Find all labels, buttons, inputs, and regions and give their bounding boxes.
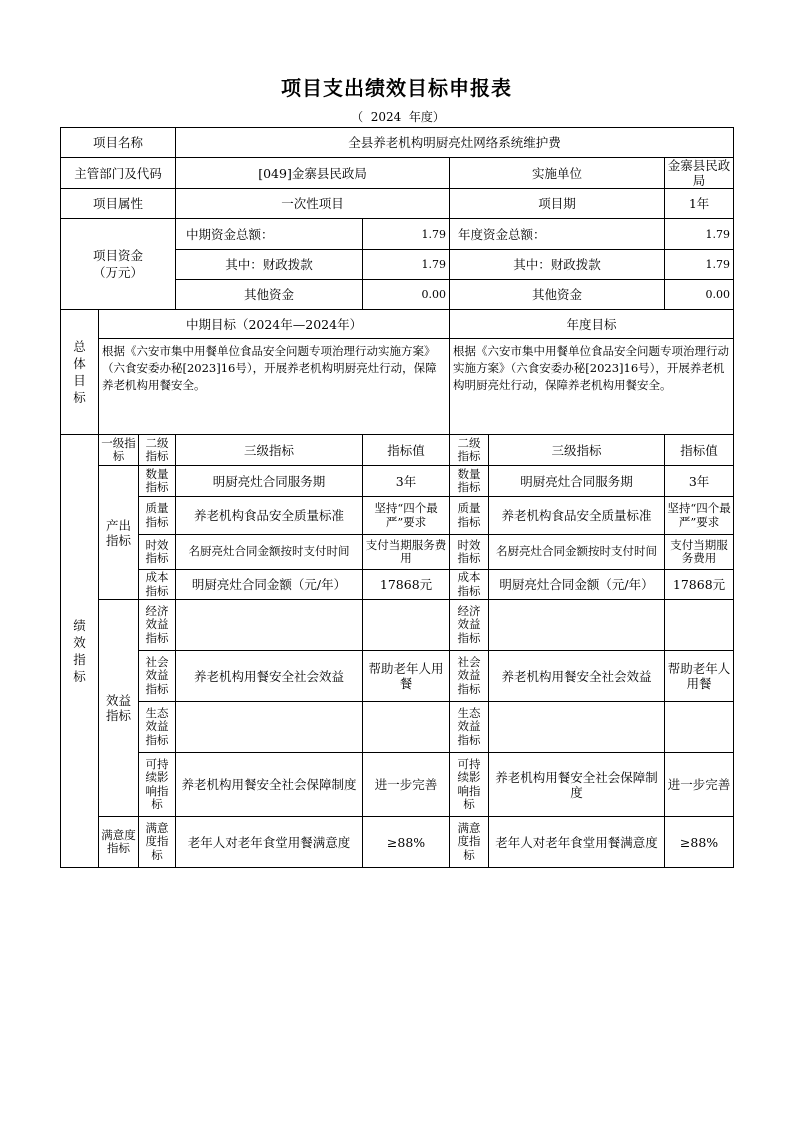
satisfaction-cat: 满意度指标 — [139, 817, 176, 868]
social-cat-year: 社会效益指标 — [450, 651, 489, 702]
cost-cat-year: 成本指标 — [450, 570, 489, 600]
header-value: 指标值 — [363, 435, 450, 466]
social-year-indicator: 养老机构用餐安全社会效益 — [489, 651, 665, 702]
satisfaction-year-indicator: 老年人对老年食堂用餐满意度 — [489, 817, 665, 868]
economic-cat-year: 经济效益指标 — [450, 600, 489, 651]
quantity-mid-indicator: 明厨亮灶合同服务期 — [176, 466, 363, 497]
year-unit: 年度） — [408, 110, 445, 124]
sustainable-mid-indicator: 养老机构用餐安全社会保障制度 — [176, 753, 363, 817]
year-total-value: 1.79 — [665, 219, 734, 250]
header-level2-year: 二级指标 — [450, 435, 489, 466]
overall-char: 目 — [73, 373, 86, 388]
period-label: 项目期 — [450, 189, 665, 219]
cost-cat: 成本指标 — [139, 570, 176, 600]
quantity-mid-value: 3年 — [363, 466, 450, 497]
timeliness-year-indicator: 名厨亮灶合同金额按时支付时间 — [489, 535, 665, 570]
social-cat: 社会效益指标 — [139, 651, 176, 702]
satisfaction-year-value: ≥88% — [665, 817, 734, 868]
timeliness-cat-year: 时效指标 — [450, 535, 489, 570]
year-target-header: 年度目标 — [450, 310, 734, 339]
economic-mid-indicator — [176, 600, 363, 651]
quality-cat: 质量指标 — [139, 497, 176, 535]
sustainable-year-value: 进一步完善 — [665, 753, 734, 817]
mid-total-value: 1.79 — [363, 219, 450, 250]
quality-cat-year: 质量指标 — [450, 497, 489, 535]
year-other-value: 0.00 — [665, 280, 734, 310]
year-fiscal-label: 其中：财政拨款 — [450, 250, 665, 280]
overall-target-label — [61, 310, 99, 435]
ecological-year-indicator — [489, 702, 665, 753]
attr-value: 一次性项目 — [176, 189, 450, 219]
social-mid-value: 帮助老年人用餐 — [363, 651, 450, 702]
header-level1: 一级指标 — [99, 435, 139, 466]
attr-label: 项目属性 — [61, 189, 176, 219]
year-open: （ — [351, 110, 364, 124]
overall-char: 体 — [73, 356, 86, 371]
quality-year-indicator: 养老机构食品安全质量标准 — [489, 497, 665, 535]
mid-target-text: 根据《六安市集中用餐单位食品安全问题专项治理行动实施方案》（六食安委办秘[2023]16号），开展养老机构明厨亮灶行动，保障养老机构用餐安全。 — [99, 339, 450, 435]
ecological-mid-value — [363, 702, 450, 753]
perf-char: 绩 — [73, 618, 86, 633]
cost-mid-value: 17868元 — [363, 570, 450, 600]
impl-label: 实施单位 — [450, 158, 665, 189]
year-value: 2024 — [370, 110, 402, 124]
timeliness-cat: 时效指标 — [139, 535, 176, 570]
economic-year-indicator — [489, 600, 665, 651]
perf-char: 效 — [73, 635, 86, 650]
quality-year-value: 坚持“四个最严”要求 — [665, 497, 734, 535]
satisfaction-cat-year: 满意度指标 — [450, 817, 489, 868]
page-title: 项目支出绩效目标申报表 — [281, 76, 512, 100]
year-total-label: 年度资金总额： — [450, 219, 665, 250]
cost-mid-indicator: 明厨亮灶合同金额（元/年） — [176, 570, 363, 600]
benefit-indicators-label: 效益指标 — [99, 600, 139, 817]
quality-mid-indicator: 养老机构食品安全质量标准 — [176, 497, 363, 535]
project-name-value: 全县养老机构明厨亮灶网络系统维护费 — [176, 128, 734, 158]
performance-target-table — [60, 127, 734, 868]
economic-cat: 经济效益指标 — [139, 600, 176, 651]
sustainable-cat-year: 可持续影响指标 — [450, 753, 489, 817]
mid-target-header: 中期目标（2024年—2024年） — [99, 310, 450, 339]
header-level3: 三级指标 — [176, 435, 363, 466]
economic-mid-value — [363, 600, 450, 651]
quality-mid-value: 坚持“四个最严”要求 — [363, 497, 450, 535]
satisfaction-indicators-label: 满意度指标 — [99, 817, 139, 868]
quantity-year-value: 3年 — [665, 466, 734, 497]
mid-total-label: 中期资金总额： — [176, 219, 363, 250]
overall-char: 标 — [73, 390, 86, 405]
sustainable-year-indicator: 养老机构用餐安全社会保障制度 — [489, 753, 665, 817]
year-line — [318, 108, 478, 125]
social-mid-indicator: 养老机构用餐安全社会效益 — [176, 651, 363, 702]
quantity-year-indicator: 明厨亮灶合同服务期 — [489, 466, 665, 497]
timeliness-year-value: 支付当期服务费用 — [665, 535, 734, 570]
header-level2: 二级指标 — [139, 435, 176, 466]
sustainable-mid-value: 进一步完善 — [363, 753, 450, 817]
ecological-cat-year: 生态效益指标 — [450, 702, 489, 753]
mid-fiscal-value: 1.79 — [363, 250, 450, 280]
year-other-label: 其他资金 — [450, 280, 665, 310]
ecological-mid-indicator — [176, 702, 363, 753]
ecological-year-value — [665, 702, 734, 753]
dept-label: 主管部门及代码 — [61, 158, 176, 189]
timeliness-mid-indicator: 名厨亮灶合同金额按时支付时间 — [176, 535, 363, 570]
quantity-cat: 数量指标 — [139, 466, 176, 497]
perf-indicators-label — [61, 435, 99, 868]
mid-other-label: 其他资金 — [176, 280, 363, 310]
overall-char: 总 — [73, 339, 86, 354]
mid-fiscal-label: 其中：财政拨款 — [176, 250, 363, 280]
header-value-year: 指标值 — [665, 435, 734, 466]
timeliness-mid-value: 支付当期服务费用 — [363, 535, 450, 570]
year-target-text: 根据《六安市集中用餐单位食品安全问题专项治理行动实施方案》（六食安委办秘[2023]16号），开展养老机构明厨亮灶行动，保障养老机构用餐安全。 — [450, 339, 734, 435]
mid-other-value: 0.00 — [363, 280, 450, 310]
sustainable-cat: 可持续影响指标 — [139, 753, 176, 817]
cost-year-indicator: 明厨亮灶合同金额（元/年） — [489, 570, 665, 600]
impl-value: 金寨县民政局 — [665, 158, 734, 189]
social-year-value: 帮助老年人用餐 — [665, 651, 734, 702]
perf-char: 指 — [73, 652, 86, 667]
header-level3-year: 三级指标 — [489, 435, 665, 466]
year-fiscal-value: 1.79 — [665, 250, 734, 280]
funds-label-line1: 项目资金 — [93, 248, 144, 263]
cost-year-value: 17868元 — [665, 570, 734, 600]
quantity-cat-year: 数量指标 — [450, 466, 489, 497]
satisfaction-mid-value: ≥88% — [363, 817, 450, 868]
ecological-cat: 生态效益指标 — [139, 702, 176, 753]
output-indicators-label: 产出指标 — [99, 466, 139, 600]
project-name-label: 项目名称 — [61, 128, 176, 158]
economic-year-value — [665, 600, 734, 651]
dept-value: [049]金寨县民政局 — [176, 158, 450, 189]
satisfaction-mid-indicator: 老年人对老年食堂用餐满意度 — [176, 817, 363, 868]
funds-label — [61, 219, 176, 310]
funds-label-line2: （万元） — [93, 265, 144, 280]
perf-char: 标 — [73, 669, 86, 684]
period-value: 1年 — [665, 189, 734, 219]
